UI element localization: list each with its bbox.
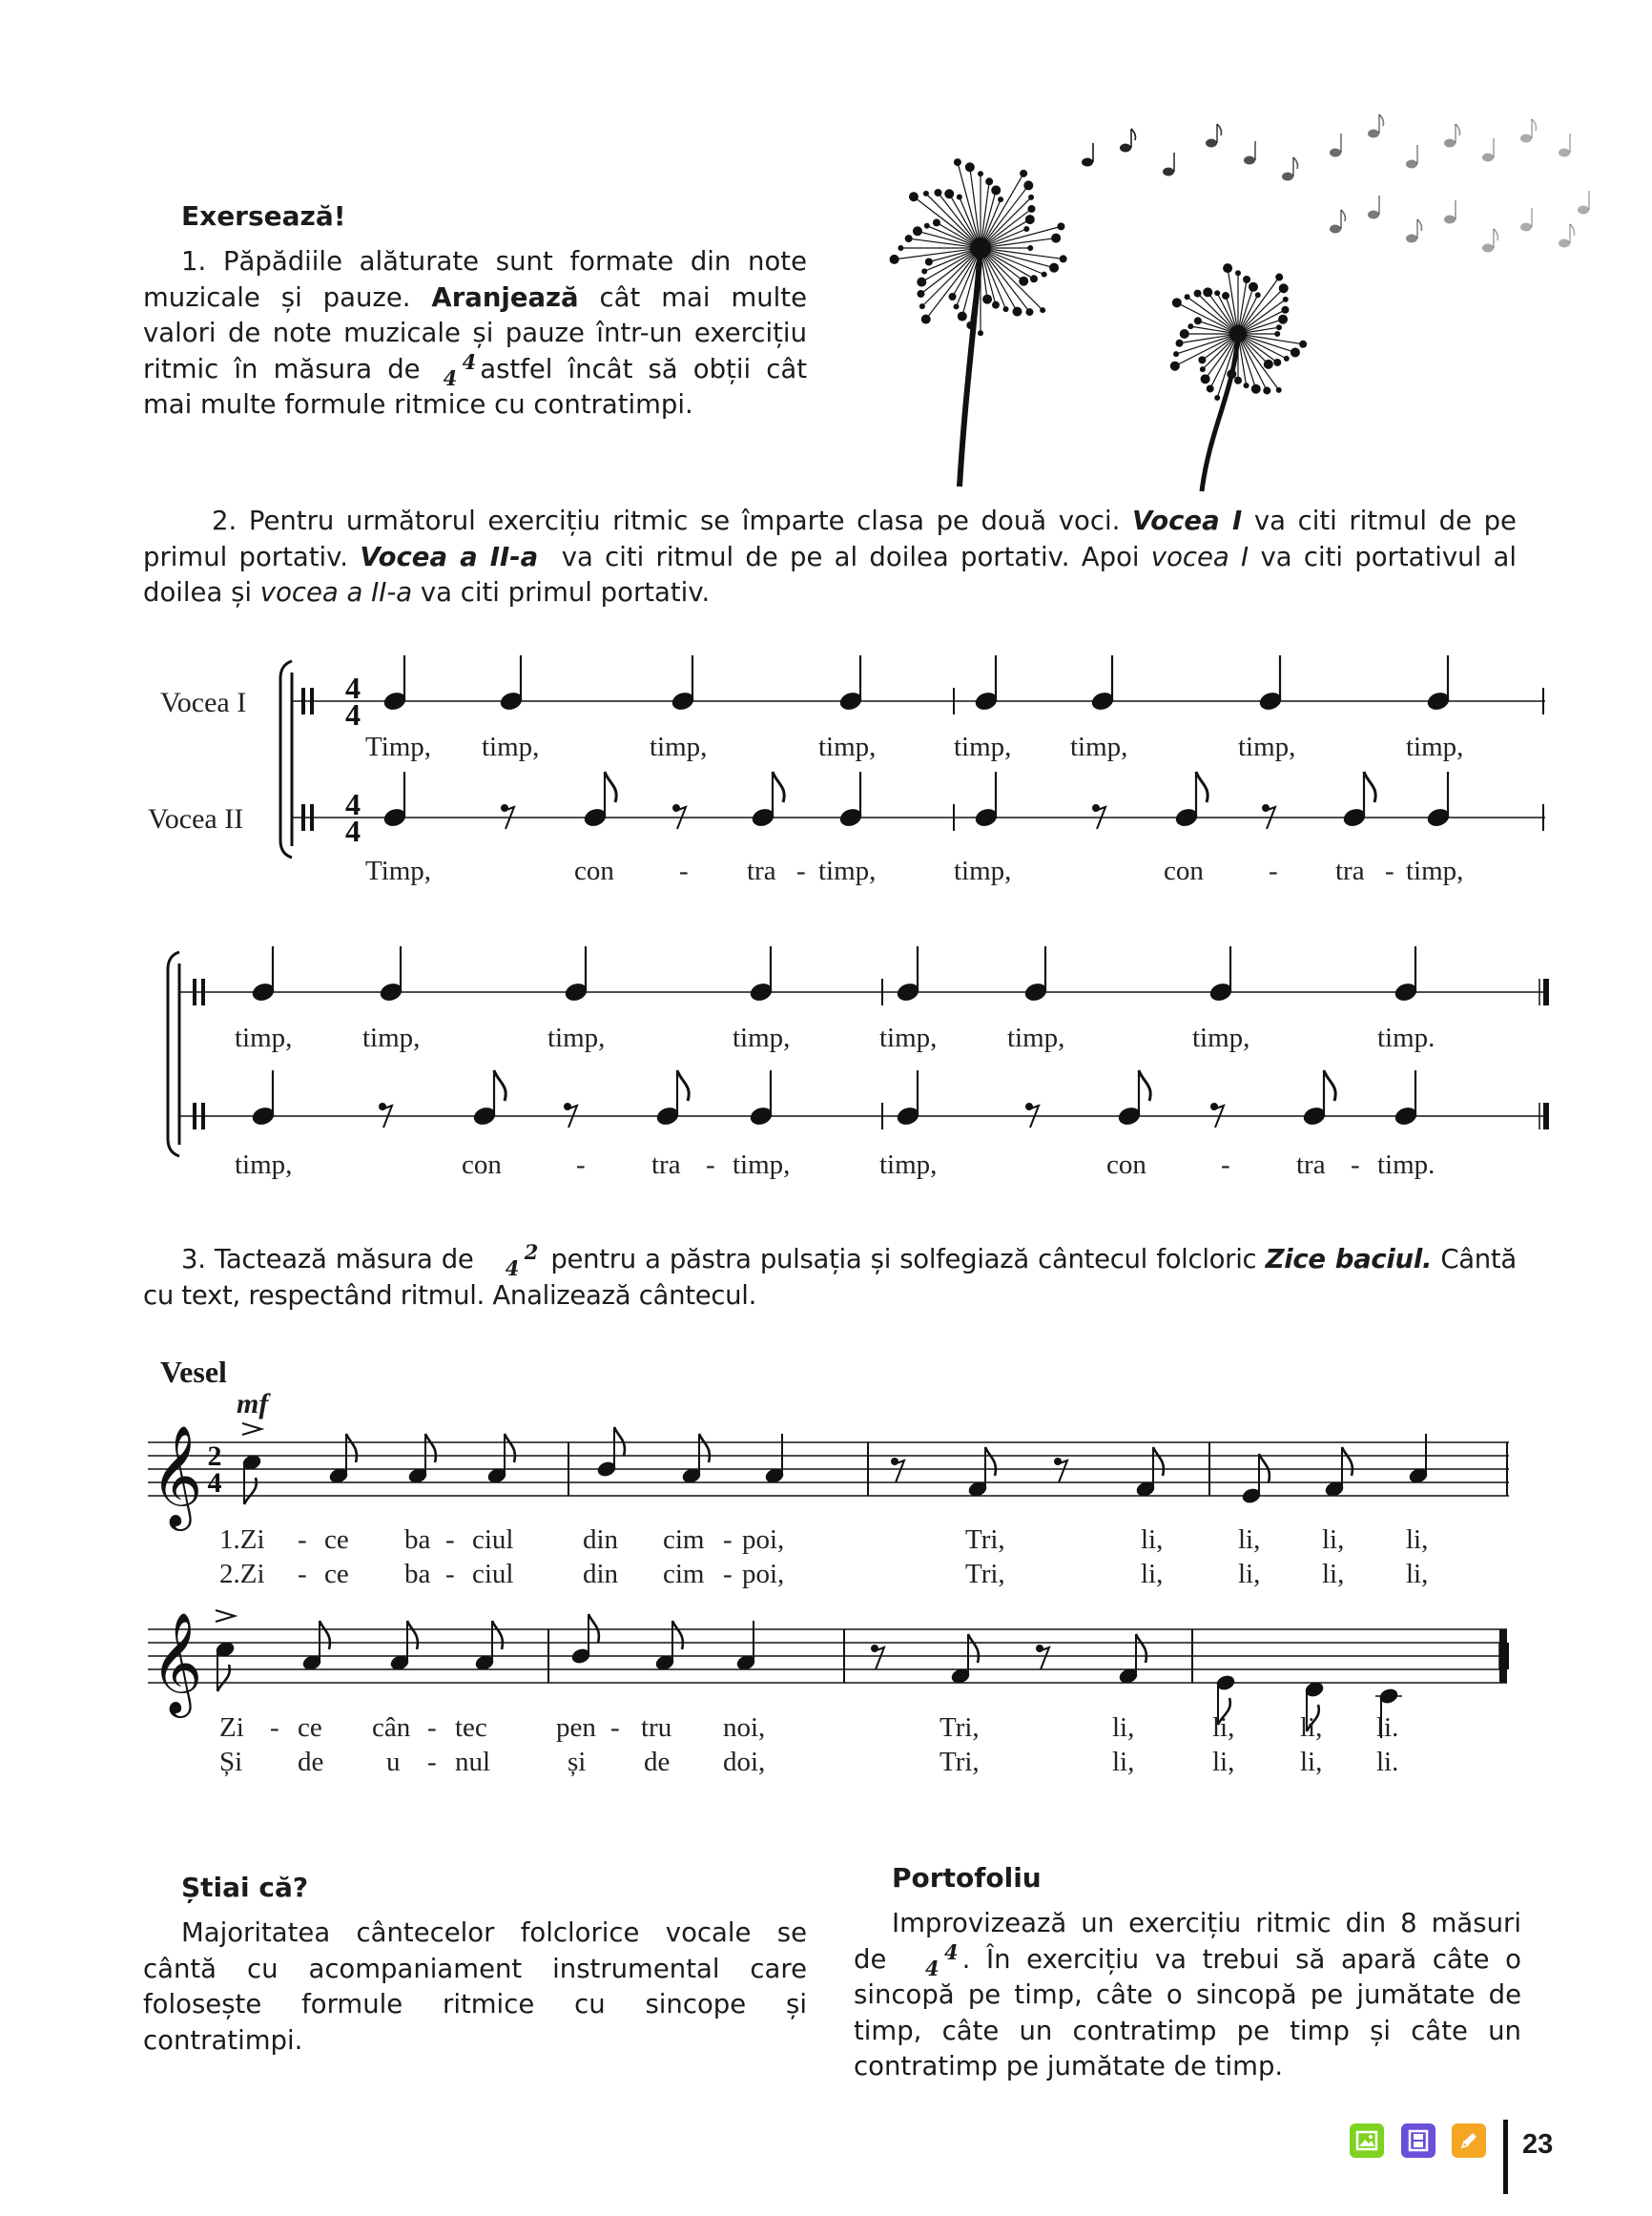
pencil-icon[interactable] <box>1452 2123 1486 2158</box>
treble-clef-icon: 𝄞 <box>151 1614 203 1711</box>
voice-2-label: Vocea II <box>148 803 244 835</box>
image-icon[interactable] <box>1350 2123 1384 2158</box>
exercise-3-text: 3. Tactează măsura de 2 4 pentru a păstra pulsația și solfegiază cântecul folcloric Zice baciul. Cântă cu text, respectând ritmul. Analizează cântecul. <box>143 1240 1517 1311</box>
system-bracket <box>168 952 179 1156</box>
system-bracket <box>280 661 292 858</box>
exercise-heading: Exersează! <box>181 200 346 232</box>
portofoliu-text: Improvizează un exercițiu ritmic din 8 măsuri de 4 4 . În exercițiu va trebui să apară câte o sincopă pe timp, câte o sincopă pe jumătate de timp, câte un contratimp pe timp și câte un contratimp pe jumătate de timp. <box>854 1908 1521 2081</box>
accent-mark <box>242 1423 261 1435</box>
time-signature-bottom: 4 <box>207 1467 222 1499</box>
time-signature-2-4: 2 4 <box>505 1240 539 1280</box>
dynamic-marking: mf <box>237 1388 269 1419</box>
page-divider <box>1503 2120 1508 2194</box>
exercise-2-text: 2. Pentru următorul exercițiu ritmic se împarte clasa pe două voci. Vocea I va citi ritmul de pe primul portativ. Vocea a II-a va citi ritmul de pe al doilea portativ. Apoi vocea I va citi portativul al doilea și vocea a II-a va citi primul portativ. <box>143 506 1518 608</box>
stiai-text: Majoritatea cântecelor folclorice vocale se cântă cu acompaniament instrumental care folosește formule ritmice cu sincope și contratimpi. <box>143 1917 807 2056</box>
accent-mark <box>216 1610 235 1622</box>
film-icon[interactable] <box>1401 2123 1435 2158</box>
tempo-marking: Vesel <box>160 1355 227 1389</box>
exercise-1-text: 1. Păpădiile alăturate sunt formate din note muzicale și pauze. Aranjează cât mai multe valori de note muzicale și pauze într-un exercițiu ritmic în măsura de 4 4 astfel încât să obții cât mai multe formule ritmice cu contratimpi. <box>143 246 807 420</box>
time-signature-top: 2 <box>207 1440 222 1472</box>
time-signature-top: 4 <box>345 787 361 821</box>
treble-clef-icon: 𝄞 <box>151 1427 203 1524</box>
time-signature-4-4: 4 4 <box>443 349 477 390</box>
portofoliu-title: Portofoliu <box>892 1862 1042 1894</box>
voice-1-label: Vocea I <box>160 687 247 718</box>
page-number: 23 <box>1522 2129 1554 2160</box>
time-signature-top: 4 <box>345 671 361 705</box>
time-signature-bottom: 4 <box>345 697 361 732</box>
stiai-title: Știai că? <box>181 1872 309 1903</box>
time-signature-bottom: 4 <box>345 814 361 848</box>
time-signature-4-4-portofoliu: 4 4 <box>925 1939 959 1980</box>
